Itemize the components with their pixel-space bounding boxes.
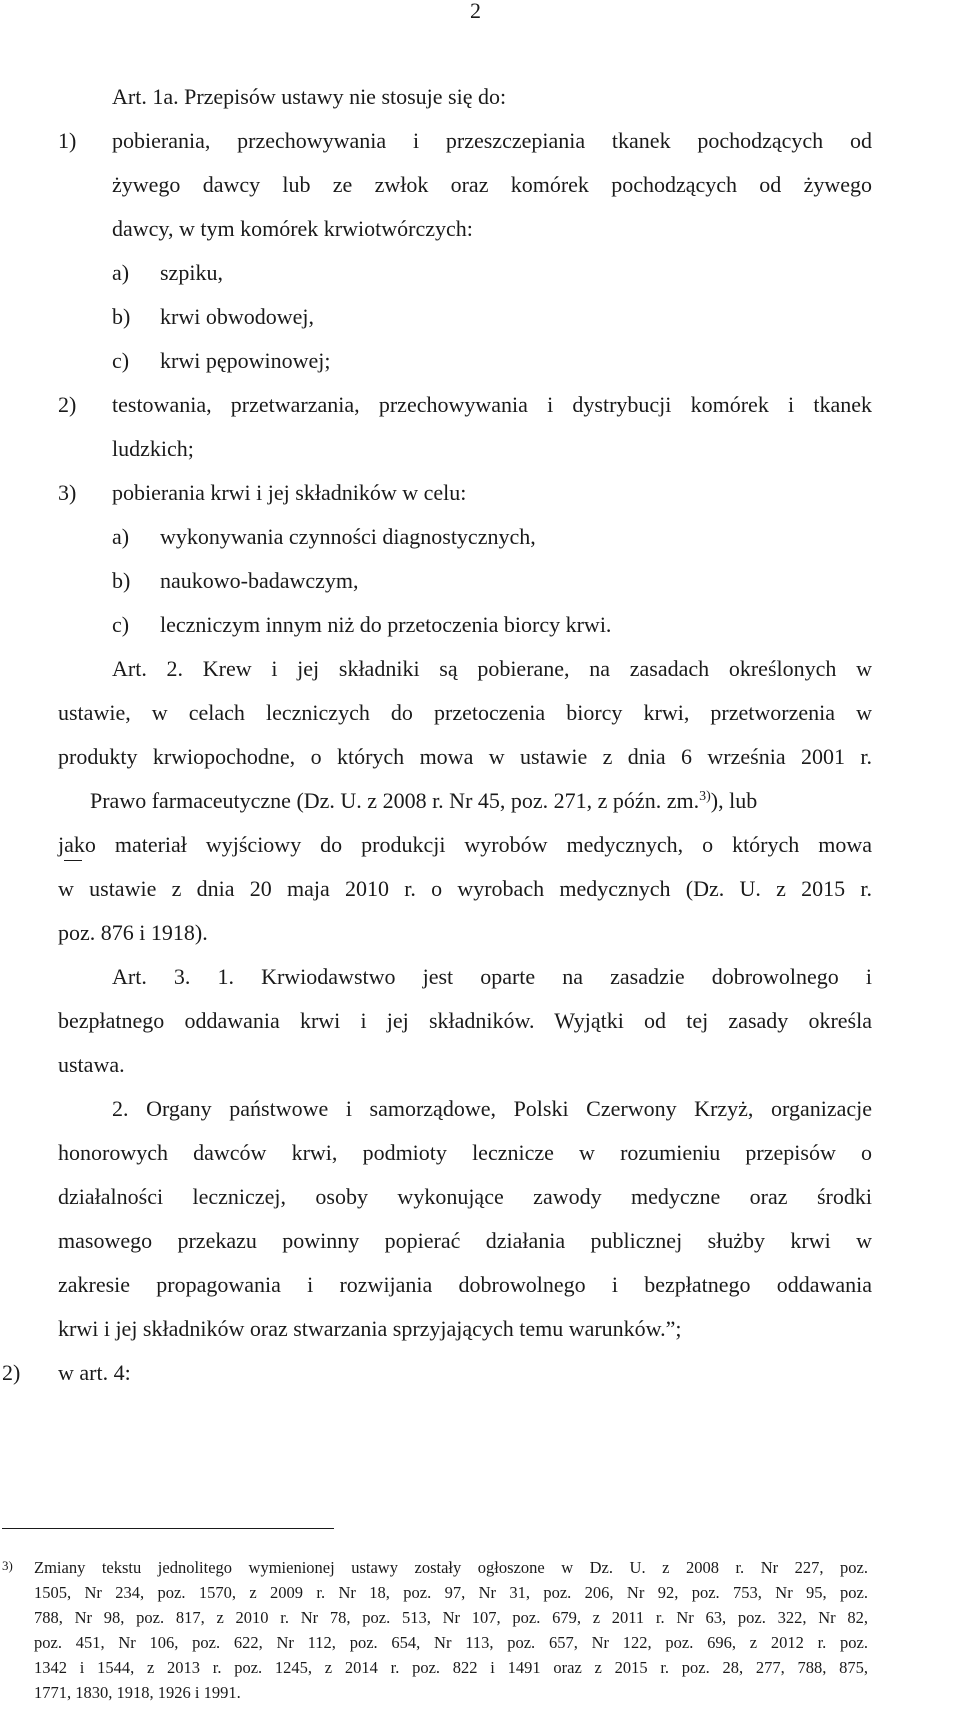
art3-p2-line: 2. Organy państwowe i samorządowe, Polski Czerwony Krzyż, organizacje xyxy=(112,1096,872,1121)
art3-p2-line: krwi i jej składników oraz stwarzania sprzyjających temu warunków.”; xyxy=(58,1316,682,1341)
footnote-line: 1505, Nr 234, poz. 1570, z 2009 r. Nr 18, poz. 97, Nr 31, poz. 206, Nr 92, poz. 753, Nr 95, poz. xyxy=(34,1583,868,1602)
art2-line: Art. 2. Krew i jej składniki są pobierane, na zasadach określonych w xyxy=(112,656,872,681)
art2-line: poz. 876 i 1918). xyxy=(58,920,208,945)
footnote-line: 1771, 1830, 1918, 1926 i 1991. xyxy=(34,1683,241,1702)
art3-p2-line: działalności leczniczej, osoby wykonujące zawody medyczne oraz środki xyxy=(58,1184,872,1209)
art1a-point1-item-text: krwi obwodowej, xyxy=(160,304,314,329)
amendment-item-number: 2) xyxy=(2,1360,21,1385)
footnote-line: 788, Nr 98, poz. 817, z 2010 r. Nr 78, poz. 513, Nr 107, poz. 679, z 2011 r. Nr 63, poz. 322, Nr 82, xyxy=(34,1608,868,1627)
art1a-point3-number: 3) xyxy=(58,480,77,505)
art2-line-text: Prawo farmaceutyczne (Dz. U. z 2008 r. Nr 45, poz. 271, z późn. zm. xyxy=(90,788,700,813)
amendment-item-text: w art. 4: xyxy=(58,1360,131,1385)
art1a-point1-line: pobierania, przechowywania i przeszczepiania tkanek pochodzących od xyxy=(112,128,872,153)
art1a-point3-item-text: naukowo-badawczym, xyxy=(160,568,359,593)
art1a-point1-line: dawcy, w tym komórek krwiotwórczych: xyxy=(112,216,473,241)
art2-line: ustawie, w celach leczniczych do przetoczenia biorcy krwi, przetworzenia w xyxy=(58,700,872,725)
footnote-mark: 3) xyxy=(2,1558,13,1573)
art1a-point2-line: ludzkich; xyxy=(112,436,194,461)
art1a-point3-item-text: wykonywania czynności diagnostycznych, xyxy=(160,524,536,549)
art3-p2-line: zakresie propagowania i rozwijania dobrowolnego i bezpłatnego oddawania xyxy=(58,1272,872,1297)
footnote-line: 1342 i 1544, z 2013 r. poz. 1245, z 2014 r. poz. 822 i 1491 oraz z 2015 r. poz. 28, 277, 788, 875, xyxy=(34,1658,868,1677)
em-dash xyxy=(64,860,82,861)
art3-p2-line: masowego przekazu powinny popierać działania publicznej służby krwi w xyxy=(58,1228,872,1253)
footnote-reference[interactable]: 3) xyxy=(699,789,711,804)
art1a-point3-text: pobierania krwi i jej składników w celu: xyxy=(112,480,467,505)
art1a-point3-item-letter: b) xyxy=(112,568,131,593)
art2-line-text: ), lub xyxy=(710,788,758,813)
footnote-line: Zmiany tekstu jednolitego wymienionej ustawy zostały ogłoszone w Dz. U. z 2008 r. Nr 227, poz. xyxy=(34,1558,868,1577)
art2-line: w ustawie z dnia 20 maja 2010 r. o wyrobach medycznych (Dz. U. z 2015 r. xyxy=(58,876,872,901)
art2-line: jako materiał wyjściowy do produkcji wyrobów medycznych, o których mowa xyxy=(58,832,872,857)
art1a-point1-item-text: krwi pępowinowej; xyxy=(160,348,331,373)
art1a-point1-item-letter: a) xyxy=(112,260,130,285)
art1a-point1-item-letter: c) xyxy=(112,348,130,373)
art1a-intro: Art. 1a. Przepisów ustawy nie stosuje się do: xyxy=(112,84,507,109)
art3-p1-line: bezpłatnego oddawania krwi i jej składników. Wyjątki od tej zasady określa xyxy=(58,1008,872,1033)
art1a-point1-item-text: szpiku, xyxy=(160,260,223,285)
art3-p1-line: Art. 3. 1. Krwiodawstwo jest oparte na zasadzie dobrowolnego i xyxy=(112,964,872,989)
footnote-line: poz. 451, Nr 106, poz. 622, Nr 112, poz. 654, Nr 113, poz. 657, Nr 122, poz. 696, z 2012 r. poz. xyxy=(34,1633,868,1652)
art1a-point2-number: 2) xyxy=(58,392,77,417)
art2-line: produkty krwiopochodne, o których mowa w ustawie z dnia 6 września 2001 r. xyxy=(58,744,872,769)
art1a-point1-number: 1) xyxy=(58,128,77,153)
art1a-point3-item-letter: c) xyxy=(112,612,130,637)
page-number: 2 xyxy=(470,0,481,23)
art1a-point3-item-letter: a) xyxy=(112,524,130,549)
art2-line-with-footnote xyxy=(90,786,757,816)
art1a-point1-line: żywego dawcy lub ze zwłok oraz komórek pochodzących od żywego xyxy=(112,172,872,197)
art1a-point1-item-letter: b) xyxy=(112,304,131,329)
footnote-separator xyxy=(2,1528,334,1529)
art3-p2-line: honorowych dawców krwi, podmioty lecznicze w rozumieniu przepisów o xyxy=(58,1140,872,1165)
art3-p1-line: ustawa. xyxy=(58,1052,125,1077)
art1a-point3-item-text: leczniczym innym niż do przetoczenia biorcy krwi. xyxy=(160,612,612,637)
art1a-point2-line: testowania, przetwarzania, przechowywania i dystrybucji komórek i tkanek xyxy=(112,392,872,417)
